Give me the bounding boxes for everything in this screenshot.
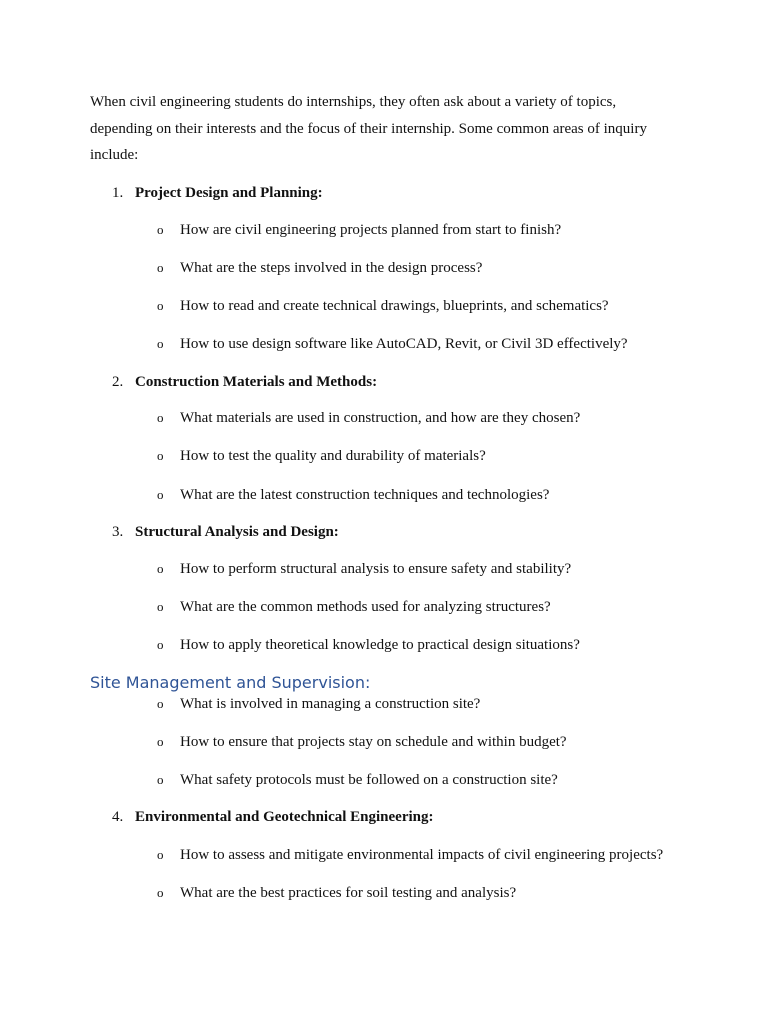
section-title: Structural Analysis and Design:: [135, 524, 339, 540]
bullet-icon: o: [157, 734, 164, 749]
bullet-icon: o: [157, 410, 164, 425]
list-item-text: What are the steps involved in the design process?: [180, 260, 483, 276]
bullet-icon: o: [157, 637, 164, 652]
section-title: Construction Materials and Methods:: [135, 374, 378, 390]
bullet-icon: o: [157, 885, 164, 900]
bullet-icon: o: [157, 847, 164, 862]
list-item-text: What materials are used in construction, and how are they chosen?: [180, 410, 581, 426]
list-item-text: How to perform structural analysis to ensure safety and stability?: [180, 561, 572, 577]
bullet-icon: o: [157, 448, 164, 463]
list-item-text: How to ensure that projects stay on schedule and within budget?: [180, 734, 567, 750]
list-item-text: How to assess and mitigate environmental impacts of civil engineering projects?: [180, 847, 664, 863]
bullet-icon: o: [157, 487, 164, 502]
list-number: 1.: [112, 185, 124, 201]
bullet-icon: o: [157, 260, 164, 275]
list-item-text: What are the best practices for soil testing and analysis?: [180, 885, 517, 901]
section-heading-site-management: Site Management and Supervision:: [90, 673, 371, 692]
list-item-text: How to use design software like AutoCAD, Revit, or Civil 3D effectively?: [180, 336, 628, 352]
bullet-icon: o: [157, 336, 164, 351]
section-title: Project Design and Planning:: [135, 185, 323, 201]
list-item-text: What are the latest construction techniques and technologies?: [180, 487, 550, 503]
list-number: 4.: [112, 809, 124, 825]
bullet-icon: o: [157, 772, 164, 787]
list-item-text: What is involved in managing a construction site?: [180, 696, 481, 712]
bullet-icon: o: [157, 599, 164, 614]
list-item-text: How to apply theoretical knowledge to practical design situations?: [180, 637, 580, 653]
list-item-text: How are civil engineering projects planned from start to finish?: [180, 222, 562, 238]
list-item-text: How to test the quality and durability of materials?: [180, 448, 486, 464]
list-item-text: What safety protocols must be followed on a construction site?: [180, 772, 558, 788]
list-item-text: What are the common methods used for analyzing structures?: [180, 599, 551, 615]
bullet-icon: o: [157, 222, 164, 237]
bullet-icon: o: [157, 696, 164, 711]
intro-paragraph: When civil engineering students do internships, they often ask about a variety of topics, depending on their interests and the focus of their internship. Some common areas of inquiry include:: [90, 94, 647, 163]
list-number: 2.: [112, 374, 124, 390]
bullet-icon: o: [157, 298, 164, 313]
list-number: 3.: [112, 524, 124, 540]
bullet-icon: o: [157, 561, 164, 576]
list-item-text: How to read and create technical drawings, blueprints, and schematics?: [180, 298, 609, 314]
section-title: Environmental and Geotechnical Engineering:: [135, 809, 434, 825]
